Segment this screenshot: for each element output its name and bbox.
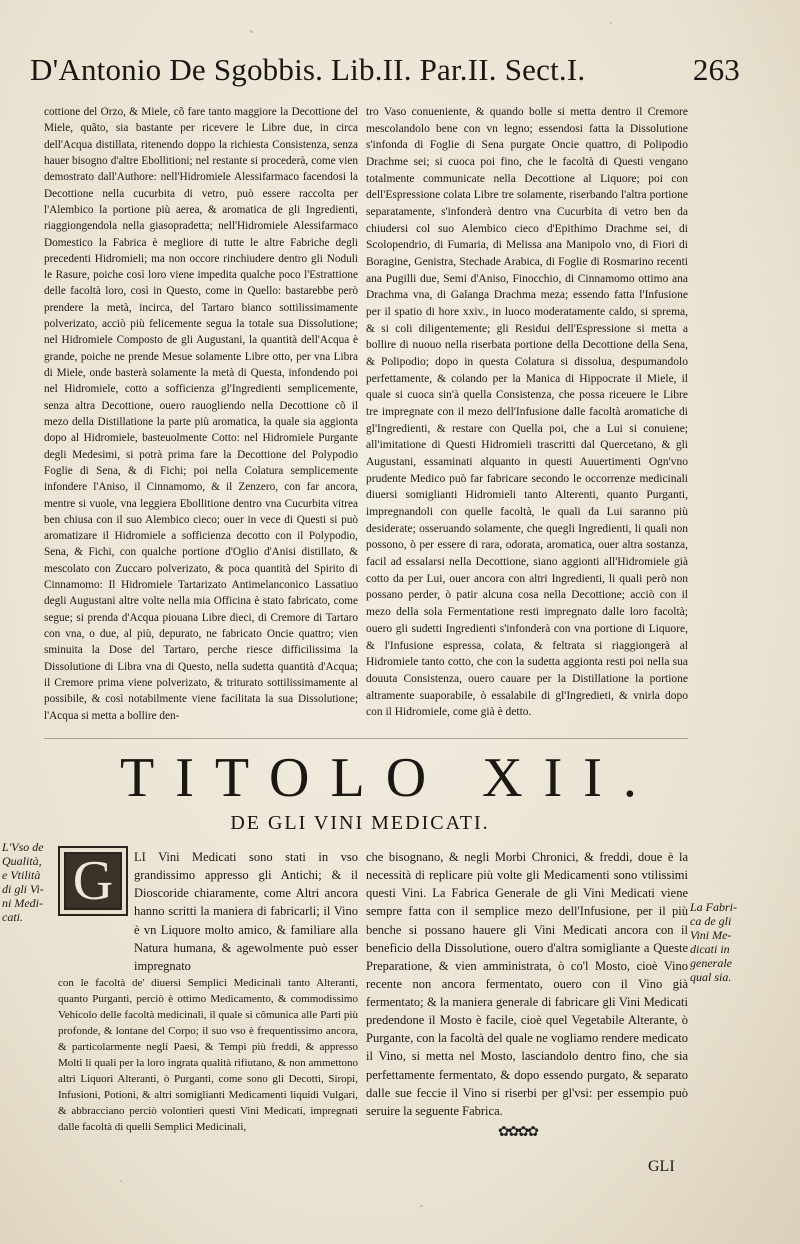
paper-speck	[610, 22, 612, 24]
running-title: D'Antonio De Sgobbis. Lib.II. Par.II. Sect.I.	[30, 52, 586, 87]
page-number: 263	[692, 52, 740, 87]
lower-left-column-top	[134, 848, 358, 975]
lower-right-column	[366, 848, 688, 1120]
lower-left-text-top: LI Vini Medicati sono stati in vso grandissimo appresso gli Antichi; & il Dioscoride chiaramente, come Altri ancora hanno scritti la maniera di fabricarli; il Vino è vn Liquore molto amico, & familiare alla Natura humana, & agewolmente può esser impregnato	[134, 850, 358, 973]
paper-speck	[250, 30, 253, 33]
upper-left-text: cottione del Orzo, & Miele, cõ fare tanto maggiore la Decottione del Miele, quãto, sia bastante per ricevere le Libre due, in circa dell'Acqua distillata, ritenendo doppo la richiesta Consistenza, senza hauer bisogno d'altre Ebollitioni; nel restante si procederà, come vien demostrato dall'Authore: nell'Hidromiele Alessifarmaco facendosi la Decottione nella cucurbita di vetro, può essere raccolta per l'Alembico la portione più aerea, & aromatica de gli Ingredienti, riaggiongendola nella giasopradetta; nell'Hidromiele Alessifarmaco Domestico la Fabrica è megliore di tutte le altre Fabriche degli precedenti Hidromieli; ma non occore rinchiudere dentro gli Noduli le Rasure, poiche così loro viene impedita qualche poco l'Estrattione delle facoltà loro, così in Questo, come in Quello: bastarebbe però prendere la metà, incirca, del Tartaro bianco sottilissimamente polverizato, acciò più felicemente segua la totale sua Dissolutione; nel Hidromiele Composto de gli Augustani, la quantità dell'Acqua è grande, poiche ne prende Mesue solamente Libre otto, per vna Libra di Miele, onde basterà solamente la metà di Questa, infondendo poi nel Hidromiele, cotto a sofficienza gl'Ingredienti semplicemente, senza altra Decottione, ouero rauogliendo nella Decottione cõ il mezo della Distillatione la parte più aromatica, la quale sia aggionta dopo al Hidromiele, basteuolmente Cotto: nel Hidromiele Purgante degli Medesimi, si potrà prima fare la Decottione del Polypodio Foglie di Sena, & di Fichi; poi nella Colatura semplicemente infondere l'Aniso, il Cinnamomo, & il Zenzero, con far ancora, mentre si vuole, vna leggiera Ebollitione dentro vna Cucurbita vitrea ben chiusa con il suo Alembico cieco; ouer in vece di Questi si può aromatizare il Hidromiele a sofficienza decotto con il Polypodio, Sena, & Fichi, con qualche portione d'Oglio d'Anisi distillato, & mescolato con Zuccaro polverizato, & poca quantità del Spirito di Cinnamomo: Il Hidromiele Tartarizato Antimelanconico Lassatiuo degli Augustani altre volte nella mia Officina è stato fabricato, come segue; si prenda d'Acqua piouana Libre dieci, di Cremore di Tartaro con vna, o due, al più, depurato, ne fabricato Oncie quattro; vien sminuita la Dose del Tartaro, perche riesce difficilissima la Dissolutione di Libra vna di Questo, nella sudetta quantità d'Acqua; il Cremore prima viene polverizato, & triturato sottilissimamente al possibile, & così notabilmente viene facilitata la sua Dissolutione; l'Acqua si metta a bollire den-	[44, 106, 358, 722]
chapter-subtitle: DE GLI VINI MEDICATI.	[230, 812, 490, 834]
paper-speck	[120, 1180, 122, 1182]
lower-right-text: che bisognano, & negli Morbi Chronici, & freddi, doue è la necessità di replicare più volte gli Medicamenti sono vtilissimi questi Vini. La Fabrica Generale de gli Vini Medicati viene sempre fatta con il semplice mezo dell'Infusione, per il più benche si possano hauere gli Vini Medicati ancora con il beneficio della Dissolutione, ouero d'altra somigliante a Queste Preparatione, & vien amministrata, ò co'l Mosto, cioè Vino recente non ancora fermentato, ouero con il Vino già fermentato; & la maniera generale di fabricare gli Vini Medicati predendone il Mosto è facile, cioè quel Vegetabile Alterante, ò Purgante, con la facoltà del quale ne vogliamo rendere medicato il Vino, si metta nel Mosto, lasciandolo dentro fino, che sia perfettamente fermentato, & dopo essendo purgato, & separato dalle sue feccie il Vino si riserbi per gl'vsi: per essempio può seruire la seguente Fabrica.	[366, 850, 688, 1118]
catchword: GLI	[648, 1158, 675, 1175]
upper-left-column	[44, 104, 358, 724]
margin-note-left: L'Vso de Qualità, e Vtilità di gli Vi- ni Medi- cati.	[2, 840, 44, 924]
lower-left-text-rest: con le facoltà de' diuersi Semplici Medicinali tanto Alteranti, quanto Purganti, perciò è ottimo Medicamento, & commodissimo Vehicolo delle facoltà medicinali, il quale si cõmunica alle Parti più profonde, & lontane del Corpo; il suo vso è frequentissimo ancora, & particolarmente negli Paesi, & Tempi più freddi, & appresso Molti li quali per la loro ingrata qualità rifiutano, & non ammettono altri Liquori Alteranti, ò Purganti, come sono gli Decotti, Siropi, Infusioni, Potioni, & altri somiglianti Medicamenti liquidi Vulgari, & abbracciano perciò volontieri questi Vini Medicati, impregnati dalle facoltà di quelli Semplici Medicinali,	[58, 977, 358, 1133]
section-divider	[44, 738, 688, 739]
upper-right-text: tro Vaso conueniente, & quando bolle si metta dentro il Cremore mescolandolo bene con vn legno; essendosi fatta la Dissolutione s'infonda di Foglie di Sena purgate Oncie quattro, di Polipodio Drachme sei; si cuoca poi fino, che le facoltà di Questi vengano totalmente communicate nella Decottione al Liquore; poi con dell'Espressione colata Libre tre solamente, riserbando l'altra portione separatamente, s'infonderà dentro vna Cucurbita di vetro ben da chiudersi col suo Alembico cieco d'Epithimo Drachme sei, di Scolopendrio, di Fumaria, di Melissa ana Manipolo vno, di Fiori di Boragine, Genistra, Stechade Arabica, di Foglie di Rosmarino recenti ana Pugilli due, Semi d'Aniso, Finocchio, di Cinnamomo ottimo ana Drachma vna, di Galanga Drachma meza; essendo fatta l'Infusione per il spatio di hore xxiv., in luoco moderatamente caldo, si sprema, & si coli diligentemente; gli Residui dell'Espressione si metta a bollire di nuouo nella riserbata portione della Decottione della Sena, & Polipodio; dopo in questa Colatura si dissolua, despumandolo perfettamente, & colando per la Manica di Hippocrate il Miele, il quale si cuoca sin'à quella Consistenza, che possa riceuere le Libre tre impregnate con il mezo dell'Infusione dalle facoltà aromatiche di gl'Ingredienti, & restare con Quella poi, che a Lui si conuiene; all'imitatione di Questi Hidromieli trascritti dal Quercetano, & gli Augustani, essaminati alquanto in questi Auuertimenti Ogn'vno prudente Medico può far fabricare secondo le occorrenze medicinali diuersi somiglianti Hidromieli tanto Alterenti, quanto Purganti, impregnandoli con quelle facoltà, le quali da Lui saranno più desiderate; osseruando solamente, che quegli Ingredienti, li quali non possono, ò per essere di rara, odorata, aromatica, ouer altra sostanza, facil ad essalarsi nella Decottione, siano aggionti all'Hidromiele già cotto da per Lui, ouer ancora con altri Ingredienti, li quali però non possano perder, ò patir alcuna cosa nella Decottione; acciò con il mezo della sola Fermentatione resti impregnato dalle loro facoltà; ouero gli sudetti Ingredienti s'infonderà con vna portione di Liquore, & l'Infusione espressa, colata, & feltrata si riaggiongerà al Hidromiele tanto cotto, che con la sudetta aggionta resti poi nella sua douuta Consistenza, ouero cauare per la Distillatione la portione altramente suaporabile, ò essalabile di gl'Ingredieti, & vnirla dopo con il Hidromiele, come già è detto.	[366, 106, 688, 719]
initial-letter: G	[72, 850, 114, 912]
paper-speck	[420, 1205, 423, 1207]
chapter-title: TITOLO XII.	[120, 747, 658, 809]
lower-left-column-rest	[58, 976, 358, 1136]
decorated-initial	[58, 846, 128, 916]
margin-note-right: La Fabri- ca de gli Vini Me- dicati in generale qual sia.	[690, 900, 738, 984]
running-header	[30, 52, 740, 96]
tailpiece-ornament-icon: ✿✿✿✿	[498, 1124, 537, 1140]
upper-right-column	[366, 104, 688, 721]
